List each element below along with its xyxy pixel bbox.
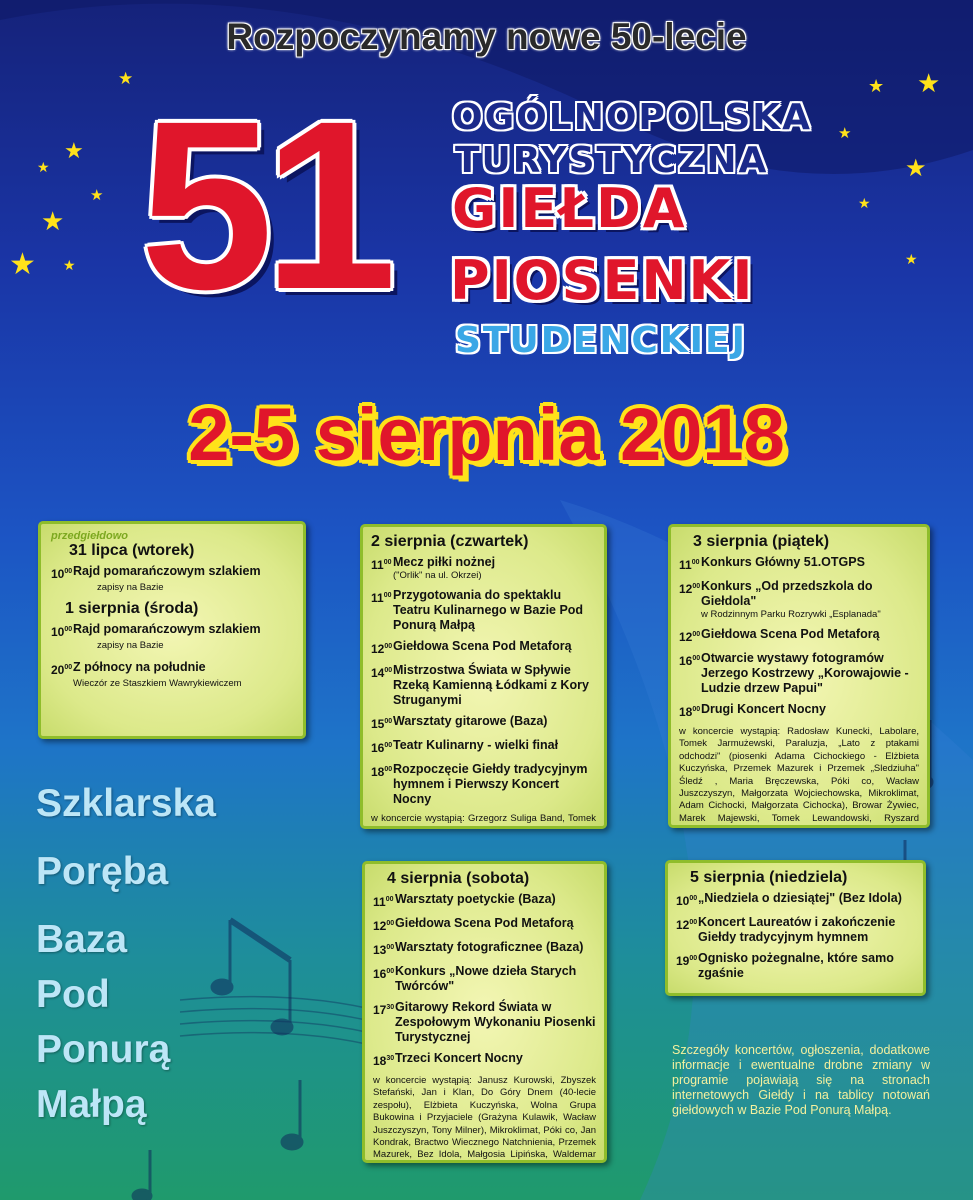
schedule-item (51, 622, 293, 652)
item-text: „Niedziela o dziesiątej" (Bez Idola) (698, 891, 902, 905)
schedule-item (373, 1051, 596, 1069)
schedule-item (371, 762, 596, 807)
festival-dates: 2-5 sierpnia 2018 (188, 393, 785, 476)
schedule-item (679, 627, 919, 645)
schedule-item (371, 639, 596, 657)
title-line-2: TURYSTYCZNA (455, 140, 769, 181)
schedule-box-day-5 (665, 860, 926, 996)
item-time: $14^{00}$ (371, 666, 393, 680)
item-time: $18^{30}$ (373, 1054, 395, 1068)
star-icon: ★ (118, 69, 134, 88)
item-time: $15^{00}$ (371, 717, 393, 731)
schedule-box-pre (38, 521, 306, 739)
item-time: $12^{00}$ (679, 630, 701, 644)
item-text: Rajd pomarańczowym szlakiem zapisy na Bazie (73, 622, 261, 651)
schedule-item (373, 1000, 596, 1045)
schedule-item (676, 951, 915, 981)
venue-place-1: Baza (36, 918, 128, 961)
schedule-item (373, 892, 596, 910)
star-icon: ★ (37, 159, 50, 175)
star-icon: ★ (858, 195, 871, 211)
item-time: $11^{00}$ (373, 895, 394, 909)
star-icon: ★ (838, 125, 852, 142)
item-text: Z północy na południe Wieczór ze Staszkiem Wawrykiewiczem (73, 660, 242, 689)
item-text: Konkurs „Nowe dzieła Starych Twórców" (395, 964, 577, 993)
star-icon: ★ (905, 251, 918, 267)
item-text: Teatr Kulinarny - wielki finał (393, 738, 559, 752)
title-line-4: PIOSENKI (450, 249, 755, 312)
item-time: $13^{00}$ (373, 943, 395, 957)
schedule-item (676, 915, 915, 945)
schedule-item (679, 555, 919, 573)
venue-town-1: Szklarska (36, 782, 216, 825)
performers-list: w koncercie wystąpią: Janusz Kurowski, Zbyszek Stefański, Jan i Klan, Do Góry Dnem (40-lecie zespołu), Elżbieta Kuczyńska, Wolna Grupa Bukowina i Przyjaciele (Grażyna Kulawik, Wacław Juszczyszyn, Tony Milner), Mikroklimat, Póki co, Jan Kondrak, Bractwo Wiecznego Natchnienia, Przemek Mazurek, Bez Idola, Małgosia Lipińska, Waldemar (373, 1075, 596, 1161)
schedule-item (51, 660, 293, 690)
item-text: Giełdowa Scena Pod Metaforą (393, 639, 572, 653)
item-time: $11^{00}$ (679, 558, 700, 572)
day-heading: 1 sierpnia (środa) (65, 600, 199, 617)
item-text: Rozpoczęcie Giełdy tradycyjnym hymnem i Pierwszy Koncert Nocny (393, 762, 588, 806)
schedule-item (679, 702, 919, 720)
item-note: ("Orlik" na ul. Okrzei) (393, 570, 482, 581)
day-heading: 31 lipca (wtorek) (69, 542, 195, 559)
schedule-item (371, 738, 596, 756)
item-time: $16^{00}$ (679, 654, 701, 668)
schedule-item (676, 891, 915, 909)
day-heading: 3 sierpnia (piątek) (693, 533, 830, 550)
item-time: $12^{00}$ (676, 918, 698, 932)
star-icon: ★ (64, 138, 84, 163)
schedule-item (51, 564, 293, 594)
pre-label: przedgiełdowo (51, 530, 128, 542)
schedule-box-day-3 (668, 524, 930, 828)
schedule-box-day-2 (360, 524, 607, 829)
item-text: Koncert Laureatów i zakończenie Giełdy tradycyjnym hymnem (698, 915, 896, 944)
day-heading: 2 sierpnia (czwartek) (371, 533, 529, 550)
item-time: $18^{00}$ (371, 765, 393, 779)
item-time: $12^{00}$ (371, 642, 393, 656)
schedule-item (679, 651, 919, 696)
venue-place-2: Pod (36, 973, 110, 1016)
venue-town-2: Poręba (36, 850, 169, 893)
schedule-item (679, 579, 919, 621)
schedule-item (371, 588, 596, 633)
schedule-item (371, 714, 596, 732)
star-icon: ★ (63, 257, 76, 273)
item-time: $12^{00}$ (679, 582, 701, 596)
item-time: $16^{00}$ (371, 741, 393, 755)
star-icon: ★ (868, 76, 885, 96)
item-text: Mistrzostwa Świata w Spływie Rzeką Kamienną Łódkami z Kory Struganymi (393, 663, 589, 707)
item-time: $10^{00}$ (51, 567, 73, 581)
item-time: $11^{00}$ (371, 591, 392, 605)
item-text: Rajd pomarańczowym szlakiem zapisy na Bazie (73, 564, 261, 593)
item-text: Warsztaty poetyckie (Baza) (395, 892, 556, 906)
day-heading: 5 sierpnia (niedziela) (690, 869, 848, 886)
item-text: Giełdowa Scena Pod Metaforą (395, 916, 574, 930)
item-text: Konkurs „Od przedszkola do Giełdola" w Rodzinnym Parku Rozrywki „Esplanada" (701, 579, 919, 621)
item-time: $10^{00}$ (51, 625, 73, 639)
title-line-5: STUDENCKIEJ (455, 320, 748, 361)
schedule-item (373, 940, 596, 958)
performers-list: w koncercie wystąpią: Grzegorz Suliga Band, Tomek (371, 813, 596, 824)
title-line-3: GIEŁDA (452, 177, 687, 240)
item-time: $16^{00}$ (373, 967, 395, 981)
item-time: $12^{00}$ (373, 919, 395, 933)
item-time: $17^{30}$ (373, 1003, 395, 1017)
schedule-item (373, 964, 596, 994)
item-text: Ognisko pożegnalne, które samo zgaśnie (698, 951, 894, 980)
schedule-item (371, 663, 596, 708)
item-time: $18^{00}$ (679, 705, 701, 719)
star-icon: ★ (9, 248, 36, 281)
item-time: $10^{00}$ (676, 894, 698, 908)
item-text: Trzeci Koncert Nocny (395, 1051, 523, 1065)
item-note: w Rodzinnym Parku Rozrywki „Esplanada" (701, 609, 881, 620)
venue-place-4: Małpą (36, 1083, 147, 1126)
item-time: $11^{00}$ (371, 558, 392, 572)
item-time: $19^{00}$ (676, 954, 698, 968)
item-text: Warsztaty gitarowe (Baza) (393, 714, 548, 728)
item-text: Przygotowania do spektaklu Teatru Kulinarnego w Bazie Pod Ponurą Małpą (393, 588, 584, 632)
star-icon: ★ (41, 206, 65, 236)
item-text: Mecz piłki nożnej ("Orlik" na ul. Okrzei) (393, 555, 596, 582)
headline: Rozpoczynamy nowe 50-lecie (226, 16, 747, 57)
venue-place-3: Ponurą (36, 1028, 171, 1071)
day-heading: 4 sierpnia (sobota) (387, 870, 530, 887)
item-text: Konkurs Główny 51.OTGPS (701, 555, 865, 569)
schedule-box-day-4 (362, 861, 607, 1163)
schedule-item (373, 916, 596, 934)
info-text: Szczegóły koncertów, ogłoszenia, dodatkowe informacje i ewentualne drobne zmiany w programie pojawiają się na stronach internetowych Giełdy i na tablicy notowań giełdowych w Bazie Pod Ponurą Małpą. (672, 1043, 930, 1117)
star-icon: ★ (90, 187, 104, 204)
edition-number: 51 (140, 71, 387, 339)
item-text: Giełdowa Scena Pod Metaforą (701, 627, 880, 641)
item-text: Gitarowy Rekord Świata w Zespołowym Wykonaniu Piosenki Turystycznej (395, 1000, 596, 1044)
item-time: $20^{00}$ (51, 663, 73, 677)
performers-list: w koncercie wystąpią: Radosław Kunecki, Labolare, Tomek Jarmużewski, Paraluzja, „Lato z ptakami odchodzi" (piosenki Adama Cichockiego - Elżbieta Kuczyńska, Przemek Mazurek i Przemek „Sledziuha" Śledź , Maria Bręczewska, Póki co, Wacław Juszczyszyn, Małgorzata Wojciechowska, Mikroklimat, Adam Cichocki, Małgorzata Cichocka), Browar Żywiec, Marek Majewski, Tomek Lewandowski, Ryszard (679, 726, 919, 824)
title-line-1: OGÓLNOPOLSKA (452, 97, 813, 138)
schedule-item (371, 555, 596, 582)
star-icon: ★ (917, 68, 941, 98)
item-text: Warsztaty fotograficznee (Baza) (395, 940, 584, 954)
item-text: Otwarcie wystawy fotogramów Jerzego Kostrzewy „Korowajowie - Ludzie drzew Papui" (701, 651, 909, 695)
item-text: Drugi Koncert Nocny (701, 702, 827, 716)
star-icon: ★ (905, 155, 927, 182)
